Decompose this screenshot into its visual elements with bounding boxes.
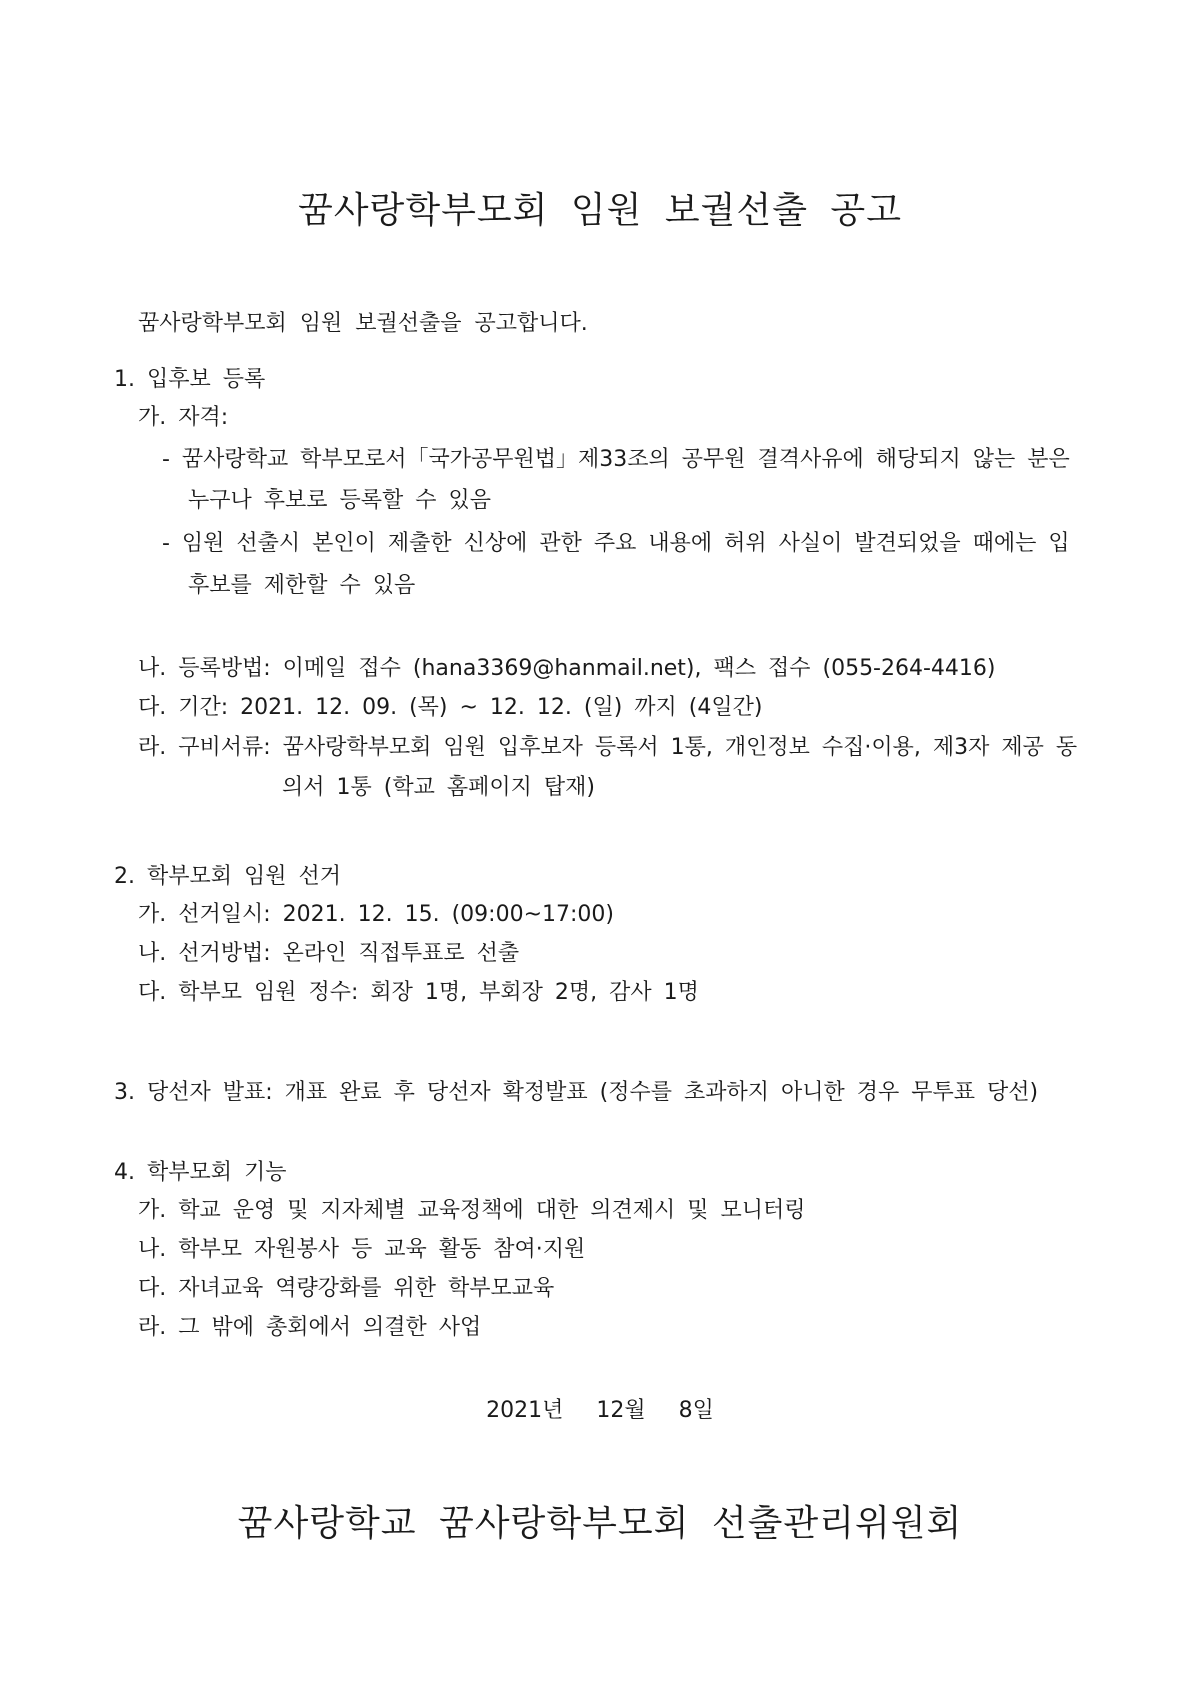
registration-method: 나. 등록방법: 이메일 접수 (hana3369@hanmail.net), 팩스 접수 (055-264-4416) <box>138 656 996 681</box>
qualification-label: 가. 자격: <box>138 405 229 430</box>
qualification-bullet2-line1: - 임원 선출시 본인이 제출한 신상에 관한 주요 내용에 허위 사실이 발견되었을 때에는 입 <box>162 531 1070 556</box>
officer-quota: 다. 학부모 임원 정수: 회장 1명, 부회장 2명, 감사 1명 <box>138 980 699 1005</box>
qualification-bullet1-line1: - 꿈사랑학교 학부모로서「국가공무원법」제33조의 공무원 결격사유에 해당되지 않는 분은 <box>162 447 1070 472</box>
registration-period: 다. 기간: 2021. 12. 09. (목) ~ 12. 12. (일) 까지 (4일간) <box>138 695 763 720</box>
election-method: 나. 선거방법: 온라인 직접투표로 선출 <box>138 941 520 966</box>
required-documents-line2: 의서 1통 (학교 홈페이지 탑재) <box>282 775 595 800</box>
section2-heading: 2. 학부모회 임원 선거 <box>114 864 341 889</box>
announcement-date: 2021년 12월 8일 <box>486 1398 714 1423</box>
function-item4: 라. 그 밖에 총회에서 의결한 사업 <box>138 1315 482 1340</box>
issuing-organization: 꿈사랑학교 꿈사랑학부모회 선출관리위원회 <box>237 1503 963 1544</box>
intro-text: 꿈사랑학부모회 임원 보궐선출을 공고합니다. <box>138 311 588 336</box>
function-item2: 나. 학부모 자원봉사 등 교육 활동 참여·지원 <box>138 1237 586 1262</box>
qualification-bullet2-line2: 후보를 제한할 수 있음 <box>188 573 416 598</box>
qualification-bullet1-line2: 누구나 후보로 등록할 수 있음 <box>188 488 491 513</box>
section3-heading: 3. 당선자 발표: 개표 완료 후 당선자 확정발표 (정수를 초과하지 아니한 경우 무투표 당선) <box>114 1080 1039 1105</box>
document-title: 꿈사랑학부모회 임원 보궐선출 공고 <box>298 190 902 231</box>
election-date: 가. 선거일시: 2021. 12. 15. (09:00~17:00) <box>138 902 614 927</box>
function-item3: 다. 자녀교육 역량강화를 위한 학부모교육 <box>138 1276 555 1301</box>
section4-heading: 4. 학부모회 기능 <box>114 1160 287 1185</box>
section1-heading: 1. 입후보 등록 <box>114 367 266 392</box>
function-item1: 가. 학교 운영 및 지자체별 교육정책에 대한 의견제시 및 모니터링 <box>138 1198 806 1223</box>
required-documents-line1: 라. 구비서류: 꿈사랑학부모회 임원 입후보자 등록서 1통, 개인정보 수집·이용, 제3자 제공 동 <box>138 735 1078 760</box>
